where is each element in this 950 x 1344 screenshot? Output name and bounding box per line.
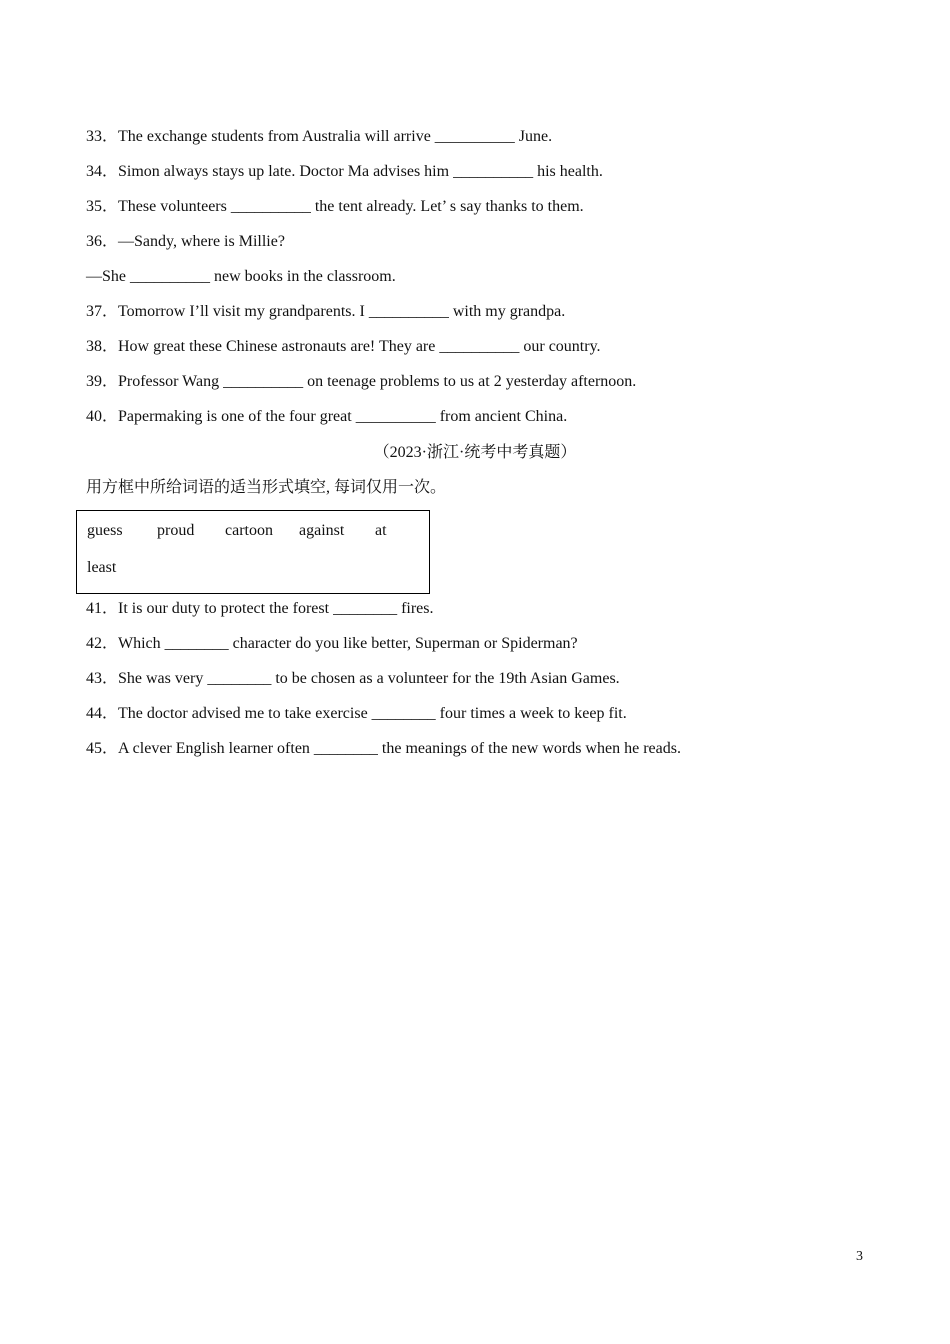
page-number: 3 [856,1249,863,1264]
instruction: 用方框中所给词语的适当形式填空, 每词仅用一次。 [86,479,447,496]
question-34: 34．Simon always stays up late. Doctor Ma advises him __________ his health. [86,163,603,180]
question-38: 38．How great these Chinese astronauts are! They are __________ our country. [86,338,601,355]
question-40: 40．Papermaking is one of the four great __________ from ancient China. [86,408,568,425]
question-41: 41．It is our duty to protect the forest ________ fires. [86,600,434,617]
question-42: 42．Which ________ character do you like better, Superman or Spiderman? [86,635,578,652]
word-box-item: against [299,522,345,539]
question-36-answer-line: —She __________ new books in the classroom. [86,268,396,285]
word-box-item: guess [87,522,123,539]
question-37: 37．Tomorrow I’ll visit my grandparents. I __________ with my grandpa. [86,303,566,320]
question-44: 44．The doctor advised me to take exercise ________ four times a week to keep fit. [86,705,627,722]
word-box-item: proud [157,522,195,539]
question-39: 39．Professor Wang __________ on teenage problems to us at 2 yesterday afternoon. [86,373,637,390]
question-36: 36．—Sandy, where is Millie? [86,233,285,250]
word-box-item: cartoon [225,522,273,539]
question-45: 45．A clever English learner often ________ the meanings of the new words when he reads. [86,740,681,757]
word-box-item: least [87,559,117,576]
word-box-item: at [375,522,387,539]
section-source: （2023·浙江·统考中考真题） [373,444,577,461]
word-box [76,510,430,594]
question-43: 43．She was very ________ to be chosen as a volunteer for the 19th Asian Games. [86,670,620,687]
question-33: 33．The exchange students from Australia will arrive __________ June. [86,128,553,145]
question-35: 35．These volunteers __________ the tent already. Let’ s say thanks to them. [86,198,584,215]
